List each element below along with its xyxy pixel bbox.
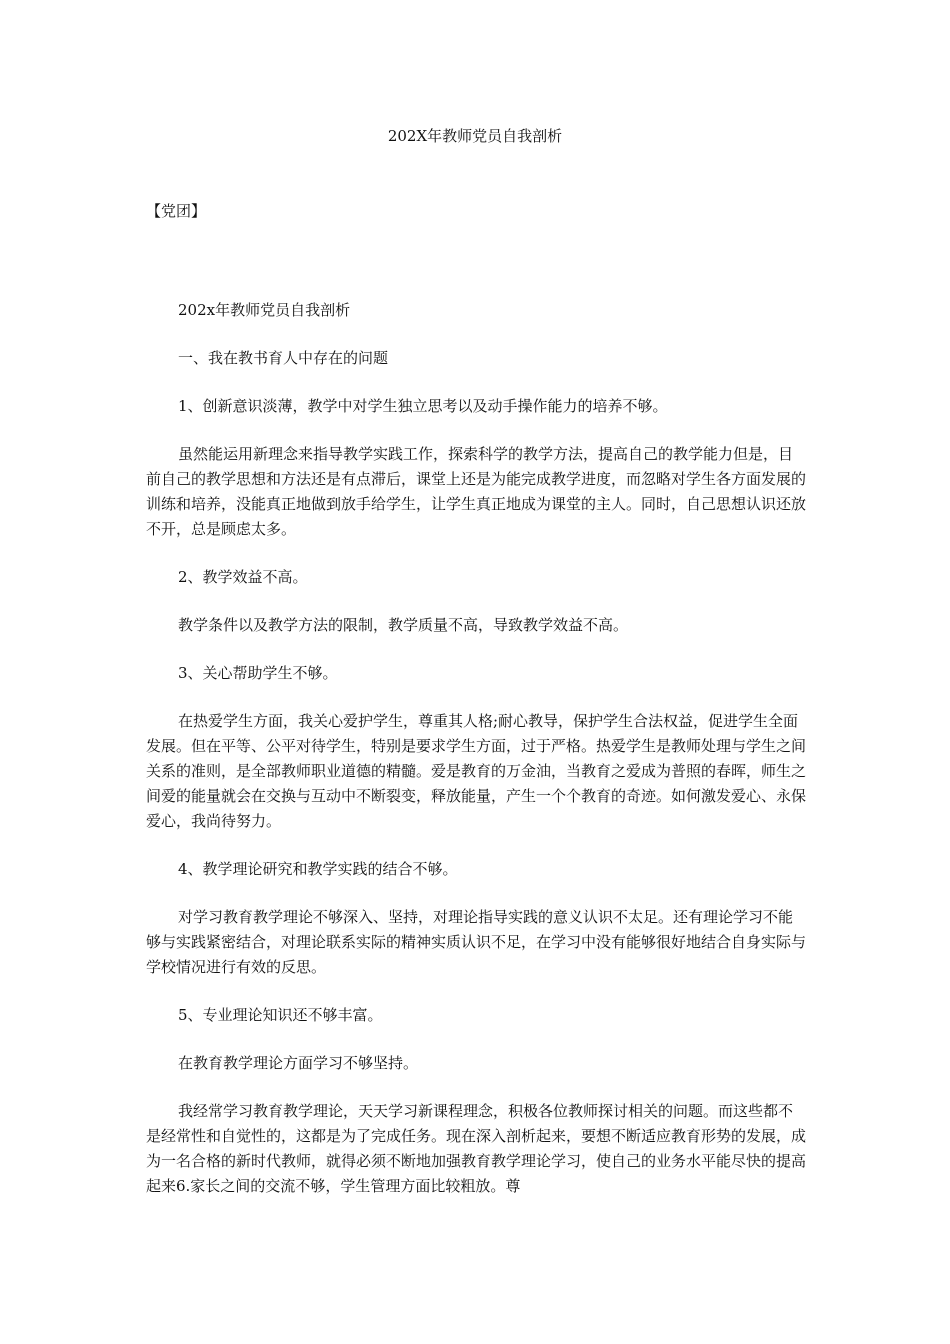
document-title: 202X年教师党员自我剖析	[387, 127, 563, 145]
body-paragraph: 对学习教育教学理论不够深入、坚持，对理论指导实践的意义认识不太足。还有理论学习不能够与实践紧密结合，对理论联系实际的精神实质认识不足，在学习中没有能够很好地结合自身实际与学校情况进行有效的反思。	[146, 908, 807, 976]
body-paragraph: 在教育教学理论方面学习不够坚持。	[178, 1054, 419, 1072]
document-body	[146, 298, 806, 1222]
issue-heading-1: 1、创新意识淡薄，教学中对学生独立思考以及动手操作能力的培养不够。	[178, 397, 668, 415]
category-tag: 【党团】	[146, 202, 207, 220]
issue-heading-2: 2、教学效益不高。	[178, 568, 308, 586]
body-paragraph: 虽然能运用新理念来指导教学实践工作，探索科学的教学方法，提高自己的教学能力但是，目前自己的教学思想和方法还是有点滞后，课堂上还是为能完成教学进度，而忽略对学生各方面发展的训练和培养，没能真正地做到放手给学生，让学生真正地成为课堂的主人。同时，自己思想认识还放不开，总是顾虑太多。	[146, 445, 807, 538]
body-paragraph: 教学条件以及教学方法的限制，教学质量不高，导致教学效益不高。	[178, 616, 629, 634]
issue-heading-5: 5、专业理论知识还不够丰富。	[178, 1006, 383, 1024]
body-paragraph: 在热爱学生方面，我关心爱护学生，尊重其人格;耐心教导，保护学生合法权益，促进学生全面发展。但在平等、公平对待学生，特别是要求学生方面，过于严格。热爱学生是教师处理与学生之间关系的准则，是全部教师职业道德的精髓。爱是教育的万金油，当教育之爱成为普照的春晖，师生之间爱的能量就会在交换与互动中不断裂变，释放能量，产生一个个教育的奇迹。如何激发爱心、永保爱心，我尚待努力。	[146, 712, 807, 830]
section-heading: 一、我在教书育人中存在的问题	[178, 349, 389, 367]
issue-heading-4: 4、教学理论研究和教学实践的结合不够。	[178, 860, 458, 878]
issue-heading-3: 3、关心帮助学生不够。	[178, 664, 338, 682]
body-paragraph: 我经常学习教育教学理论，天天学习新课程理念，积极各位教师探讨相关的问题。而这些都不是经常性和自觉性的，这都是为了完成任务。现在深入剖析起来，要想不断适应教育形势的发展，成为一名合格的新时代教师，就得必须不断地加强教育教学理论学习，使自己的业务水平能尽快的提高起来6.家长之间的交流不够，学生管理方面比较粗放。尊	[146, 1102, 807, 1195]
subtitle-paragraph: 202x年教师党员自我剖析	[178, 301, 351, 319]
